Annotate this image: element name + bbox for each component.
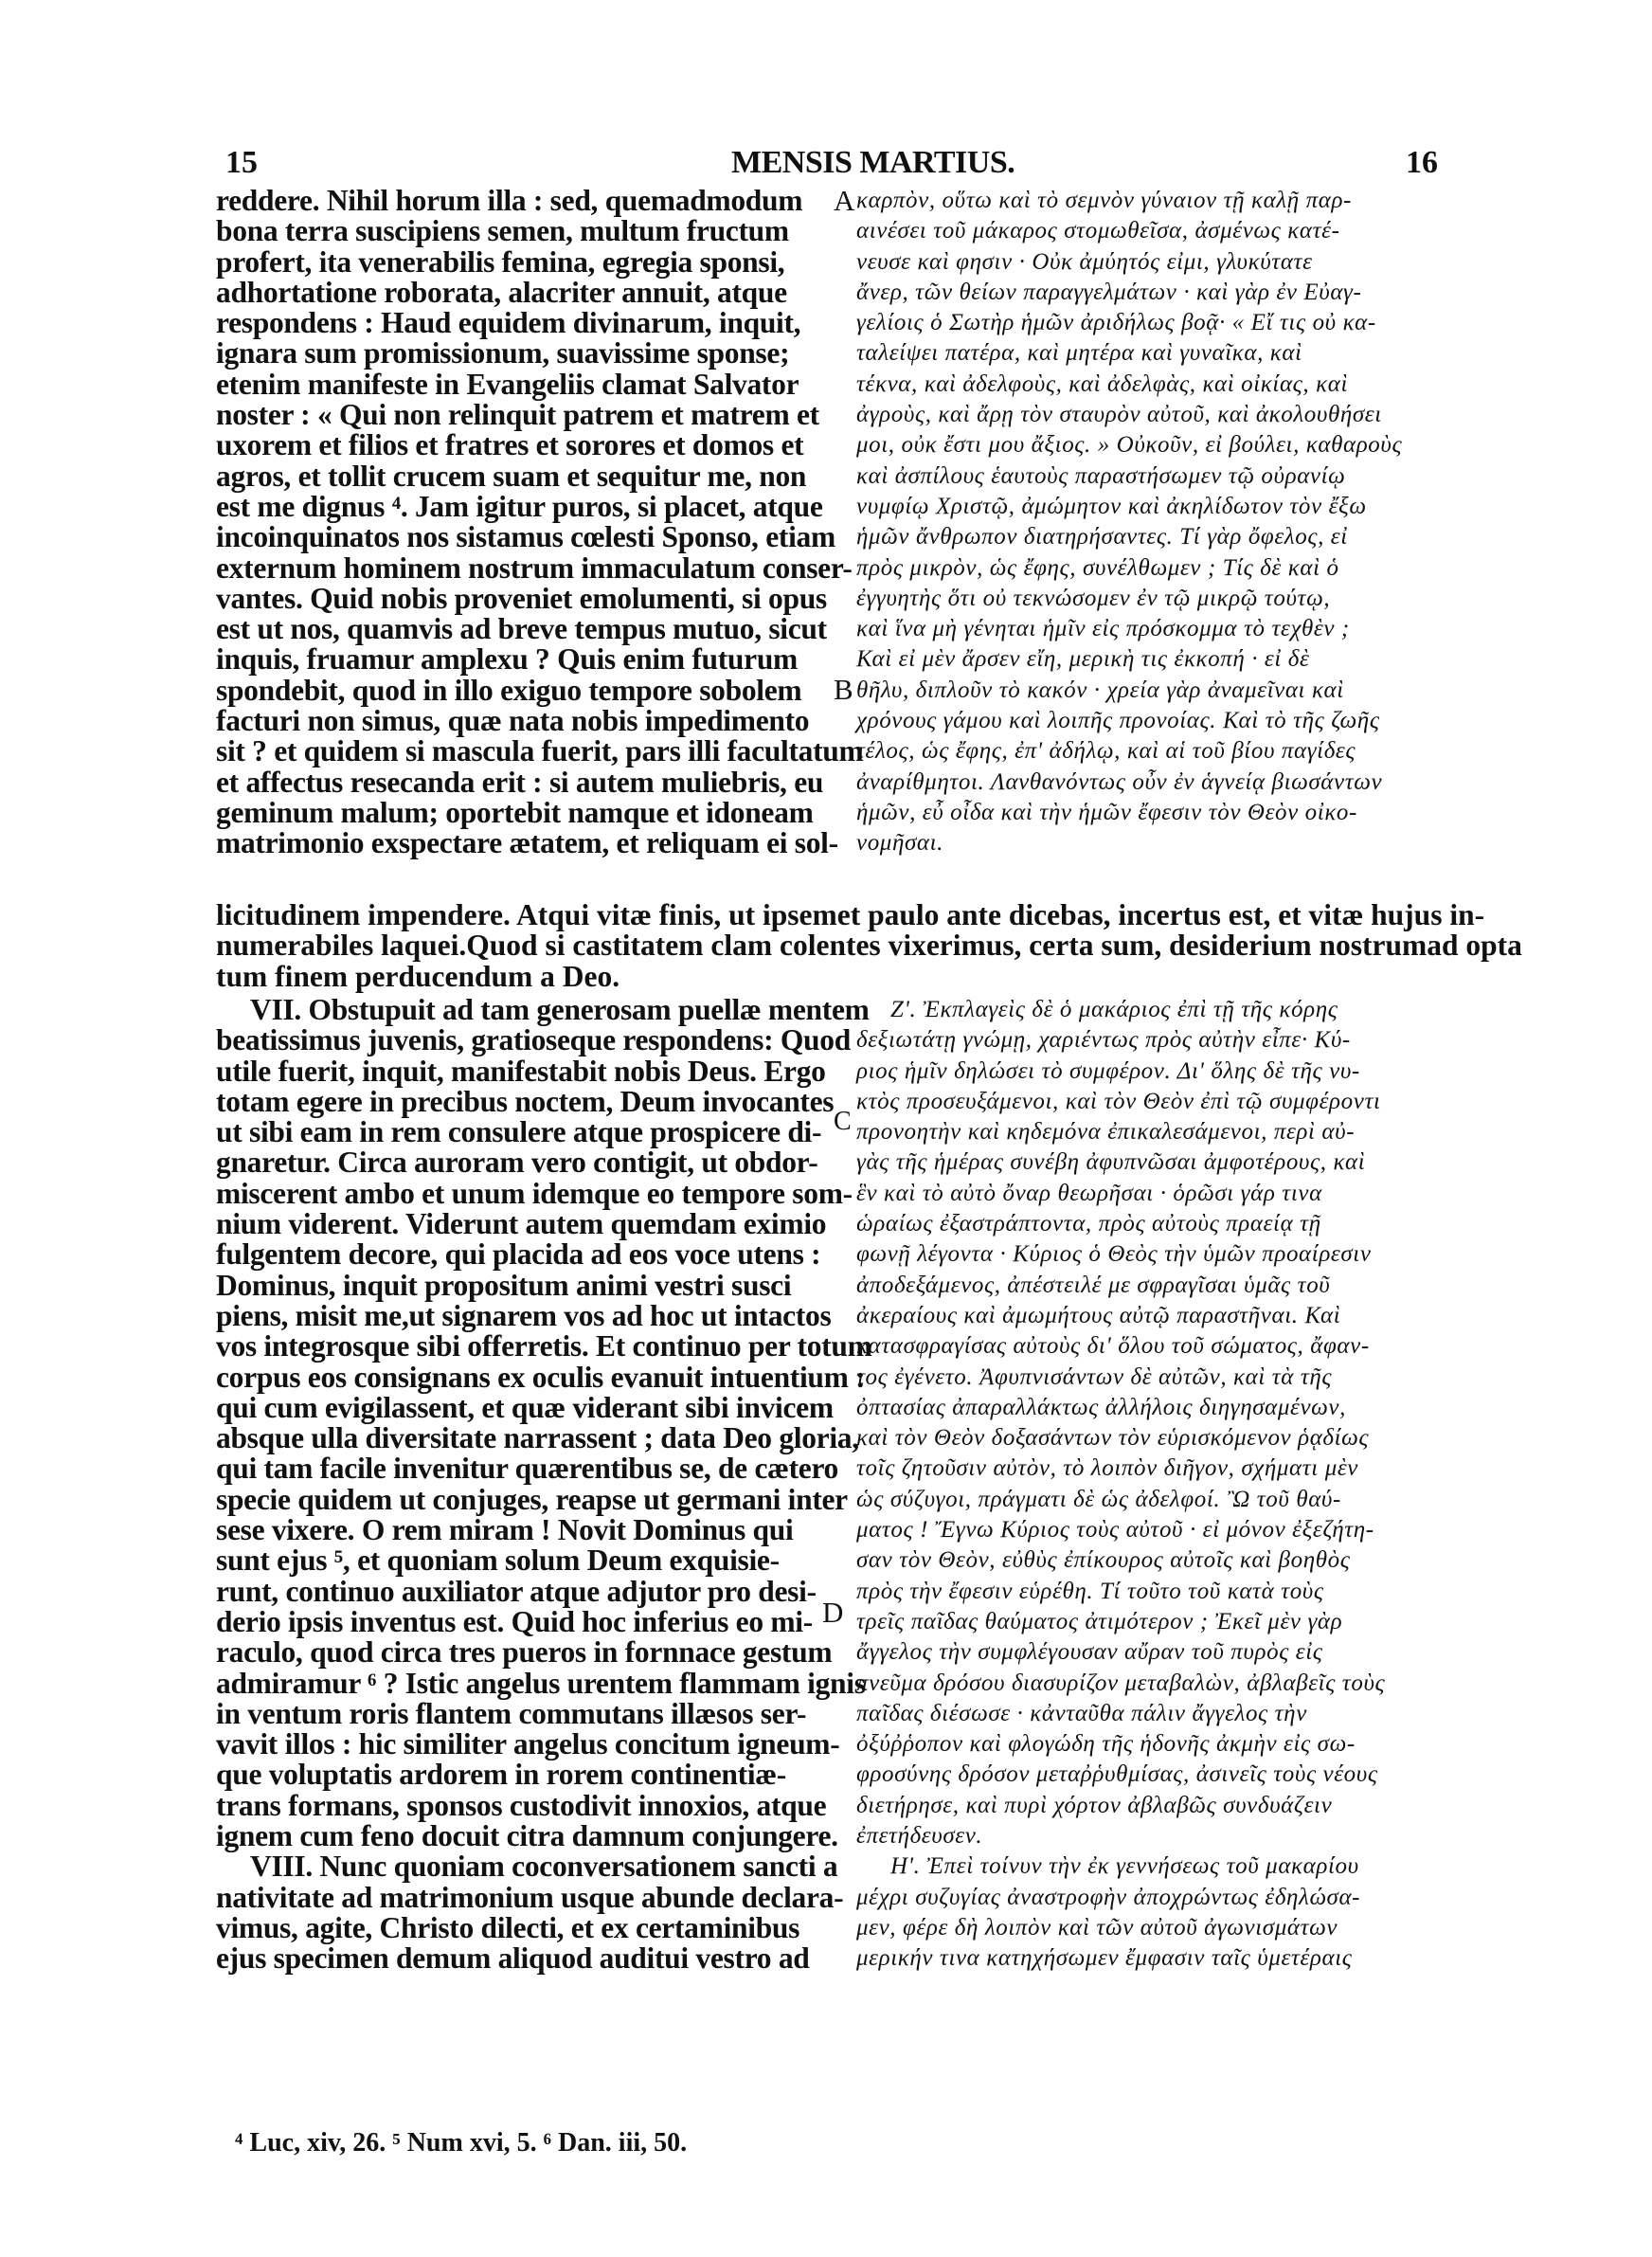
text-line: fulgentem decore, qui placida ad eos voce utens : — [216, 1237, 821, 1272]
text-line: facturi non simus, quæ nata nobis impedimento — [216, 704, 810, 738]
margin-letter-d: D — [822, 1596, 844, 1629]
text-line: est me dignus ⁴. Jam igitur puros, si placet, atque — [216, 489, 823, 523]
text-line: ἀναρίθμητοι. Λανθανόντως οὖν ἐν ἁγνείᾳ βιωσάντων — [856, 768, 1383, 795]
text-line: reddere. Nihil horum illa : sed, quemadmodum — [216, 184, 803, 217]
text-line: incoinquinatos nos sistamus cœlesti Sponso, etiam — [216, 520, 835, 554]
text-line: ματος ! Ἔγνω Κύριος τοὺς αὐτοῦ · εἰ μόνον ἐξεζήτη- — [856, 1517, 1374, 1544]
text-line: ut sibi eam in rem consulere atque prospicere di- — [216, 1115, 822, 1149]
text-line: κατασφραγίσας αὐτοὺς δι' ὅλου τοῦ σώματος, ἄφαν- — [856, 1333, 1370, 1360]
text-line: qui cum evigilassent, et quæ viderant sibi invicem — [216, 1390, 834, 1424]
text-line: παῖδας διέσωσε · κἀνταῦθα πάλιν ἄγγελος τὴν — [856, 1700, 1307, 1726]
text-line: ἄγγελος τὴν συμφλέγουσαν αὔραν τοῦ πυρὸς εἰς — [856, 1639, 1323, 1666]
text-line: specie quidem ut conjuges, reapse ut germani inter — [216, 1482, 848, 1516]
text-line: μέχρι συζυγίας ἀναστροφὴν ἀποχρώντως ἐδηλώσα- — [856, 1884, 1361, 1910]
text-line: προνοητὴν καὶ κηδεμόνα ἐπικαλεσάμενοι, περὶ αὐ- — [856, 1119, 1356, 1146]
text-line: ἓν καὶ τὸ αὐτὸ ὄναρ θεωρῆσαι · ὁρῶσι γάρ τινα — [856, 1180, 1322, 1206]
text-line: τέλος, ὡς ἔφης, ἐπ' ἀδήλῳ, καὶ αἱ τοῦ βίου παγίδες — [856, 738, 1356, 765]
text-line: χρόνους γάμου καὶ λοιπῆς προνοίας. Καὶ τὸ τῆς ζωῆς — [856, 708, 1380, 734]
text-line: τρεῖς παῖδας θαύματος ἀτιμότερον ; Ἐκεῖ μὲν γὰρ — [856, 1608, 1343, 1634]
text-line: sese vixere. O rem miram ! Novit Dominus qui — [216, 1513, 794, 1547]
latin-column-top — [216, 184, 864, 860]
margin-letter-c: C — [834, 1107, 852, 1136]
text-line: est ut nos, quamvis ad breve tempus mutuo, sicut — [216, 612, 827, 646]
text-line: licitudinem impendere. Atqui vitæ finis, ut ipsemet paulo ante dicebas, incertus est, et vitæ hujus in- — [216, 898, 1485, 931]
text-line: sit ? et quidem si mascula fuerit, pars illi facultatum — [216, 734, 864, 768]
text-line: αινέσει τοῦ μάκαρος στομωθεῖσα, ἀσμένως κατέ- — [856, 218, 1340, 244]
text-line: tum finem perducendum a Deo. — [216, 959, 620, 993]
page-number-right: 16 — [1406, 145, 1438, 180]
text-line: vos integrosque sibi offerretis. Et continuo per totum — [216, 1329, 872, 1363]
text-line: beatissimus juvenis, gratioseque respondens: Quod — [216, 1023, 851, 1057]
text-line: vimus, agite, Christo dilecti, et ex certaminibus — [216, 1910, 800, 1944]
text-line: spondebit, quod in illo exiguo tempore sobolem — [216, 673, 802, 707]
text-line: uxorem et filios et fratres et sorores et domos et — [216, 428, 804, 462]
text-line: τοῖς ζητοῦσιν αὐτὸν, τὸ λοιπὸν διῆγον, σχήματι μὲν — [856, 1455, 1358, 1482]
text-line: etenim manifeste in Evangeliis clamat Salvator — [216, 367, 799, 401]
text-line: gnaretur. Circa auroram vero contigit, ut obdor- — [216, 1146, 818, 1180]
text-line: φροσύνης δρόσον μεταῤῥυθμίσας, ἀσινεῖς τοὺς νέους — [856, 1761, 1378, 1788]
text-line: matrimonio exspectare ætatem, et reliquam ei sol- — [216, 826, 838, 860]
text-line: trans formans, sponsos custodivit innoxios, atque — [216, 1788, 827, 1822]
text-line: agros, et tollit crucem suam et sequitur me, non — [216, 459, 807, 493]
text-line: qui tam facile invenitur quærentibus se, de cætero — [216, 1452, 839, 1486]
text-line: utile fuerit, inquit, manifestabit nobis Deus. Ergo — [216, 1054, 826, 1088]
footnotes: ⁴ Luc, xiv, 26. ⁵ Num xvi, 5. ⁶ Dan. iii, 50. — [235, 2128, 688, 2158]
text-line: ὀξύῤῥοπον καὶ φλογώδη τῆς ἡδονῆς ἀκμὴν εἰς σω- — [856, 1731, 1356, 1758]
text-line: geminum malum; oportebit namque et idoneam — [216, 795, 814, 829]
text-line: ὡς σύζυγοι, πράγματι δὲ ὡς ἀδελφοί. Ὢ τοῦ θαύ- — [856, 1486, 1341, 1512]
text-line: in ventum roris flantem commutans illæsos ser- — [216, 1696, 807, 1730]
text-line: nativitate ad matrimonium usque abunde declara- — [216, 1880, 844, 1914]
latin-column-bottom — [216, 993, 872, 1976]
margin-letter-a: A — [834, 184, 855, 217]
text-line: πρὸς μικρὸν, ὡς ἔφης, συνέλθωμεν ; Τίς δὲ καὶ ὁ — [856, 554, 1339, 581]
text-line: ἡμῶν, εὖ οἶδα καὶ τὴν ἡμῶν ἔφεσιν τὸν Θεὸν οἰκο- — [856, 799, 1357, 825]
greek-column-top — [856, 186, 1489, 859]
text-line: inquis, fruamur amplexu ? Quis enim futurum — [216, 642, 798, 677]
text-line: ἐγγυητὴς ὅτι οὐ τεκνώσομεν ἐν τῷ μικρῷ τούτῳ, — [856, 585, 1331, 611]
page-number-left: 15 — [225, 145, 258, 180]
text-line: πρὸς τὴν ἔφεσιν εὑρέθη. Τί τοῦτο τοῦ κατὰ τοὺς — [856, 1578, 1324, 1604]
text-line: γὰς τῆς ἡμέρας συνέβη ἀφυπνῶσαι ἀμφοτέρους, καὶ — [856, 1149, 1366, 1176]
text-line: ἡμῶν ἄνθρωπον διατηρήσαντες. Τί γὰρ ὄφελος, εἰ — [856, 524, 1348, 551]
text-line: τέκνα, καὶ ἀδελφοὺς, καὶ ἀδελφὰς, καὶ οἰκίας, καὶ — [856, 370, 1348, 397]
margin-letter-b: B — [834, 673, 853, 706]
text-line: διετήρησε, καὶ πυρὶ χόρτον ἀβλαβῶς συνδυάζειν — [856, 1792, 1333, 1818]
text-line: ignem cum feno docuit citra damnum conjungere. — [216, 1819, 838, 1853]
text-line: ejus specimen demum aliquod auditui vestro ad — [216, 1941, 810, 1976]
text-line: raculo, quod circa tres pueros in fornnace gestum — [216, 1635, 833, 1670]
text-line: Dominus, inquit propositum animi vestri susci — [216, 1268, 792, 1302]
text-line: ταλείψει πατέρα, καὶ μητέρα καὶ γυναῖκα, καὶ — [856, 340, 1302, 367]
text-line: que voluptatis ardorem in rorem continentiæ- — [216, 1758, 786, 1792]
running-title: MENSIS MARTIUS. — [731, 145, 1015, 180]
text-line: miscerent ambo et unum idemque eo tempore som- — [216, 1176, 853, 1210]
text-line: runt, continuo auxiliator atque adjutor pro desi- — [216, 1574, 817, 1608]
text-line: κτὸς προσευξάμενοι, καὶ τὸν Θεὸν ἐπὶ τῷ συμφέροντι — [856, 1088, 1381, 1114]
text-line: sunt ejus ⁵, et quoniam solum Deum exquisie- — [216, 1544, 780, 1578]
text-line: ἐπετήδευσεν. — [856, 1823, 983, 1850]
text-line: corpus eos consignans ex oculis evanuit intuentium : — [216, 1360, 866, 1394]
text-line: καὶ ἵνα μὴ γένηται ἡμῖν εἰς πρόσκομμα τὸ τεχθὲν ; — [856, 616, 1350, 642]
section-heading-viii: VIII. Nunc quoniam coconversationem sancti a — [250, 1850, 838, 1884]
text-line: respondens : Haud equidem divinarum, inquit, — [216, 306, 801, 340]
greek-column-bottom — [856, 995, 1489, 1975]
text-line: ἀκεραίους καὶ ἀμωμήτους αὐτῷ παραστῆναι. Καὶ — [856, 1302, 1341, 1328]
text-line: φωνῇ λέγοντα · Κύριος ὁ Θεὸς τὴν ὑμῶν προαίρεσιν — [856, 1241, 1372, 1268]
text-line: noster : « Qui non relinquit patrem et matrem et — [216, 398, 819, 432]
text-line: τος ἐγένετο. Ἀφυπνισάντων δὲ αὐτῶν, καὶ τὰ τῆς — [856, 1363, 1333, 1390]
text-line: Καὶ εἰ μὲν ἄρσεν εἴη, μερικὴ τις ἐκκοπή · εἰ δὲ — [856, 646, 1310, 673]
text-line: μεν, φέρε δὴ λοιπὸν καὶ τῶν αὐτοῦ ἀγωνισμάτων — [856, 1914, 1338, 1941]
text-line: totam egere in precibus noctem, Deum invocantes — [216, 1084, 835, 1118]
section-heading-eta: Η'. Ἐπεὶ τοίνυν τὴν ἐκ γεννήσεως τοῦ μακαρίου — [890, 1853, 1359, 1880]
text-line: ὡραίως ἐξαστράπτοντα, πρὸς αὐτοὺς πραείᾳ τῇ — [856, 1211, 1321, 1237]
text-line: adhortatione roborata, alacriter annuit, atque — [216, 275, 787, 309]
text-line: nium viderent. Viderunt autem quemdam eximio — [216, 1207, 827, 1241]
full-width-passage — [216, 898, 1522, 993]
section-heading-zeta: Ζ'. Ἐκπλαγεὶς δὲ ὁ μακάριος ἐπὶ τῇ τῆς κόρης — [890, 997, 1338, 1022]
section-heading-vii: VII. Obstupuit ad tam generosam puellæ mentem — [250, 993, 870, 1026]
text-line: absque ulla diversitate narrassent ; data Deo gloria, — [216, 1421, 859, 1455]
text-line: καρπὸν, οὕτω καὶ τὸ σεμνὸν γύναιον τῇ καλῇ παρ- — [856, 188, 1352, 213]
text-line: derio ipsis inventus est. Quid hoc inferius eo mi- — [216, 1604, 813, 1638]
text-line: νευσε καὶ φησιν · Οὐκ ἀμύητός εἰμι, γλυκύτατε — [856, 248, 1313, 275]
text-line: γελίοις ὁ Σωτὴρ ἡμῶν ἀριδήλως βοᾷ· « Εἴ τις οὐ κα- — [856, 310, 1376, 336]
text-line: numerabiles laquei.Quod si castitatem clam colentes vixerimus, certa sum, desiderium nostrumad opta — [216, 929, 1522, 963]
text-line: externum hominem nostrum immaculatum conser- — [216, 551, 853, 585]
text-line: μερικήν τινα κατηχήσωμεν ἔμφασιν ταῖς ὑμετέραις — [856, 1945, 1353, 1972]
text-line: καὶ τὸν Θεὸν δοξασάντων τὸν εὑρισκόμενον ῥᾳδίως — [856, 1425, 1370, 1452]
text-line: ignara sum promissionum, suavissime sponse; — [216, 336, 790, 370]
text-line: νυμφίῳ Χριστῷ, ἀμώμητον καὶ ἀκηλίδωτον τὸν ἔξω — [856, 493, 1367, 519]
text-line: νομῆσαι. — [856, 830, 943, 857]
text-line: μοι, οὐκ ἔστι μου ἄξιος. » Οὐκοῦν, εἰ βούλει, καθαροὺς — [856, 432, 1403, 459]
text-line: piens, misit me,ut signarem vos ad hoc ut intactos — [216, 1298, 832, 1332]
text-line: σαν τὸν Θεὸν, εὐθὺς ἐπίκουρος αὐτοῖς καὶ βοηθὸς — [856, 1547, 1351, 1574]
text-line: ὀπτασίας ἀπαραλλάκτως ἀλλήλοις διηγησαμένων, — [856, 1394, 1346, 1420]
text-line: admiramur ⁶ ? Istic angelus urentem flammam ignis — [216, 1666, 866, 1700]
text-line: ἀποδεξάμενος, ἀπέστειλέ με σφραγῖσαι ὑμᾶς τοῦ — [856, 1272, 1331, 1298]
text-line: ριος ἡμῖν δηλώσει τὸ συμφέρον. Δι' ὅλης δὲ τῆς νυ- — [856, 1057, 1360, 1084]
text-line: δεξιωτάτῃ γνώμῃ, χαριέντως πρὸς αὐτὴν εἶπε· Κύ- — [856, 1027, 1351, 1054]
text-line: vavit illos : hic similiter angelus concitum igneum- — [216, 1727, 840, 1761]
text-line: profert, ita venerabilis femina, egregia sponsi, — [216, 244, 785, 279]
text-line: bona terra suscipiens semen, multum fructum — [216, 214, 789, 248]
text-line: ἀγροὺς, καὶ ἄρῃ τὸν σταυρὸν αὐτοῦ, καὶ ἀκολουθήσει — [856, 402, 1382, 428]
text-line: καὶ ἀσπίλους ἑαυτοὺς παραστήσωμεν τῷ οὐρανίῳ — [856, 462, 1346, 489]
text-line: vantes. Quid nobis proveniet emolumenti, si opus — [216, 581, 827, 615]
text-line: ἄνερ, τῶν θείων παραγγελμάτων · καὶ γὰρ ἐν Εὐαγ- — [856, 279, 1362, 305]
text-line: θῆλυ, διπλοῦν τὸ κακόν · χρεία γὰρ ἀναμεῖναι καὶ — [856, 677, 1344, 703]
text-line: πνεῦμα δρόσου διασυρίζον μεταβαλὼν, ἀβλαβεῖς τοὺς — [856, 1670, 1386, 1696]
text-line: et affectus resecanda erit : si autem muliebris, eu — [216, 765, 824, 799]
